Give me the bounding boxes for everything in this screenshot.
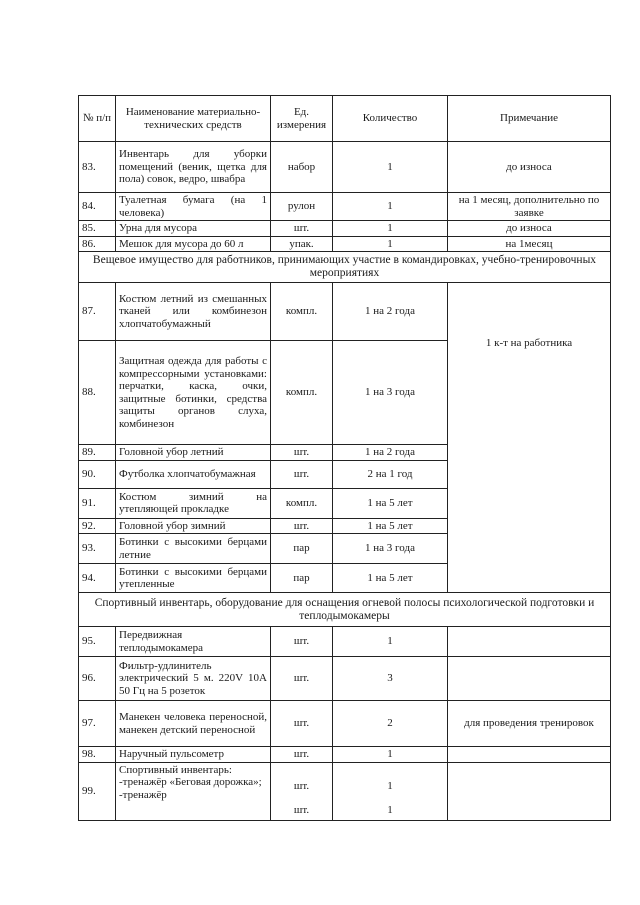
row-unit: шт.	[271, 657, 333, 701]
table-row	[79, 627, 611, 657]
row-name	[116, 762, 271, 820]
row-name: Передвижная теплодымокамера	[116, 627, 271, 657]
row-note: до износа	[448, 142, 611, 193]
table-row	[79, 221, 611, 237]
row-qty-line: 1	[387, 804, 393, 816]
header-name: Наименование материально-технических средств	[116, 96, 271, 142]
row-name-line: -тренажёр «Беговая дорожка»;	[119, 776, 262, 788]
table-row	[79, 701, 611, 747]
table-row	[79, 283, 611, 341]
row-unit: шт.	[271, 460, 333, 488]
section-row	[79, 593, 611, 627]
row-qty: 1	[333, 236, 448, 252]
row-qty: 1	[333, 747, 448, 763]
row-unit: шт.	[271, 221, 333, 237]
row-num: 98.	[79, 747, 116, 763]
row-unit: шт.	[271, 701, 333, 747]
row-unit: рулон	[271, 193, 333, 221]
row-name-line: -тренажёр	[119, 788, 167, 801]
section-title: Вещевое имущество для работников, принимающих участие в командировках, учебно-тренировочных мероприятиях	[79, 252, 611, 283]
row-qty: 2 на 1 год	[333, 460, 448, 488]
row-num: 89.	[79, 445, 116, 461]
row-name-line: Спортивный инвентарь:	[119, 763, 232, 776]
row-num: 97.	[79, 701, 116, 747]
row-qty: 1	[333, 142, 448, 193]
header-qty: Количество	[333, 96, 448, 142]
row-note	[448, 747, 611, 763]
row-name: Инвентарь для уборки помещений (веник, щетка для пола) совок, ведро, швабра	[116, 142, 271, 193]
row-name: Мешок для мусора до 60 л	[116, 236, 271, 252]
row-qty: 1 на 2 года	[333, 445, 448, 461]
row-num: 94.	[79, 564, 116, 593]
row-num: 91.	[79, 488, 116, 518]
inventory-table	[78, 95, 611, 821]
row-unit: компл.	[271, 283, 333, 341]
row-note: до износа	[448, 221, 611, 237]
merged-note-text: 1 к-т на работника	[485, 337, 573, 350]
section-row	[79, 252, 611, 283]
row-name: Ботинки с высокими берцами летние	[116, 534, 271, 564]
header-num: № п/п	[79, 96, 116, 142]
row-unit-line: шт.	[293, 804, 310, 816]
row-name: Туалетная бумага (на 1 человека)	[116, 193, 271, 221]
row-unit: пар	[271, 534, 333, 564]
row-qty: 1	[333, 627, 448, 657]
row-name: Головной убор зимний	[116, 518, 271, 534]
row-name: Костюм зимний на утепляющей прокладке	[116, 488, 271, 518]
row-unit: шт.	[271, 445, 333, 461]
row-qty: 1 на 2 года	[333, 283, 448, 341]
row-num: 84.	[79, 193, 116, 221]
row-name: Защитная одежда для работы с компрессорными установками: перчатки, каска, очки, защитные ботинки, средства защиты органов слуха, комбинезон	[116, 341, 271, 445]
merged-note	[448, 283, 611, 593]
row-name: Костюм летний из смешанных тканей или комбинезон хлопчатобумажный	[116, 283, 271, 341]
row-qty: 1 на 5 лет	[333, 564, 448, 593]
row-name: Головной убор летний	[116, 445, 271, 461]
row-name: Урна для мусора	[116, 221, 271, 237]
row-qty: 2	[333, 701, 448, 747]
row-note: для проведения тренировок	[448, 701, 611, 747]
section-title: Спортивный инвентарь, оборудование для оснащения огневой полосы психологической подготовки и теплодымокамеры	[79, 593, 611, 627]
row-unit: пар	[271, 564, 333, 593]
table-row	[79, 142, 611, 193]
table-row	[79, 747, 611, 763]
row-num: 86.	[79, 236, 116, 252]
row-unit: шт.	[271, 747, 333, 763]
table-row	[79, 236, 611, 252]
header-note: Примечание	[448, 96, 611, 142]
row-unit: набор	[271, 142, 333, 193]
row-name: Наручный пульсометр	[116, 747, 271, 763]
row-note	[448, 627, 611, 657]
row-name: Манекен человека переносной, манекен детский переносной	[116, 701, 271, 747]
row-num: 83.	[79, 142, 116, 193]
row-note: на 1месяц	[448, 236, 611, 252]
row-num: 99.	[79, 762, 116, 820]
row-unit: компл.	[271, 341, 333, 445]
row-name: Ботинки с высокими берцами утепленные	[116, 564, 271, 593]
row-qty: 1 на 5 лет	[333, 518, 448, 534]
row-unit	[271, 762, 333, 820]
row-note: на 1 месяц, дополнительно по заявке	[448, 193, 611, 221]
table-row	[79, 193, 611, 221]
row-qty: 1 на 5 лет	[333, 488, 448, 518]
table-row	[79, 762, 611, 820]
row-name: Футболка хлопчатобумажная	[116, 460, 271, 488]
row-num: 88.	[79, 341, 116, 445]
row-note	[448, 762, 611, 820]
row-num: 87.	[79, 283, 116, 341]
header-unit: Ед. измерения	[271, 96, 333, 142]
row-unit: шт.	[271, 518, 333, 534]
row-qty: 1	[333, 193, 448, 221]
row-unit-line: шт.	[293, 779, 310, 792]
row-name: Фильтр-удлинитель электрический 5 м. 220V 10А 50 Гц на 5 розеток	[116, 657, 271, 701]
row-num: 85.	[79, 221, 116, 237]
row-qty	[333, 762, 448, 820]
row-num: 90.	[79, 460, 116, 488]
row-qty: 1 на 3 года	[333, 534, 448, 564]
row-num: 93.	[79, 534, 116, 564]
row-unit: шт.	[271, 627, 333, 657]
row-unit: упак.	[271, 236, 333, 252]
row-qty-line: 1	[387, 779, 393, 792]
row-num: 95.	[79, 627, 116, 657]
row-qty: 3	[333, 657, 448, 701]
row-num: 96.	[79, 657, 116, 701]
row-unit: компл.	[271, 488, 333, 518]
row-qty: 1 на 3 года	[333, 341, 448, 445]
table-row	[79, 657, 611, 701]
row-num: 92.	[79, 518, 116, 534]
table-header-row	[79, 96, 611, 142]
row-note	[448, 657, 611, 701]
row-qty: 1	[333, 221, 448, 237]
